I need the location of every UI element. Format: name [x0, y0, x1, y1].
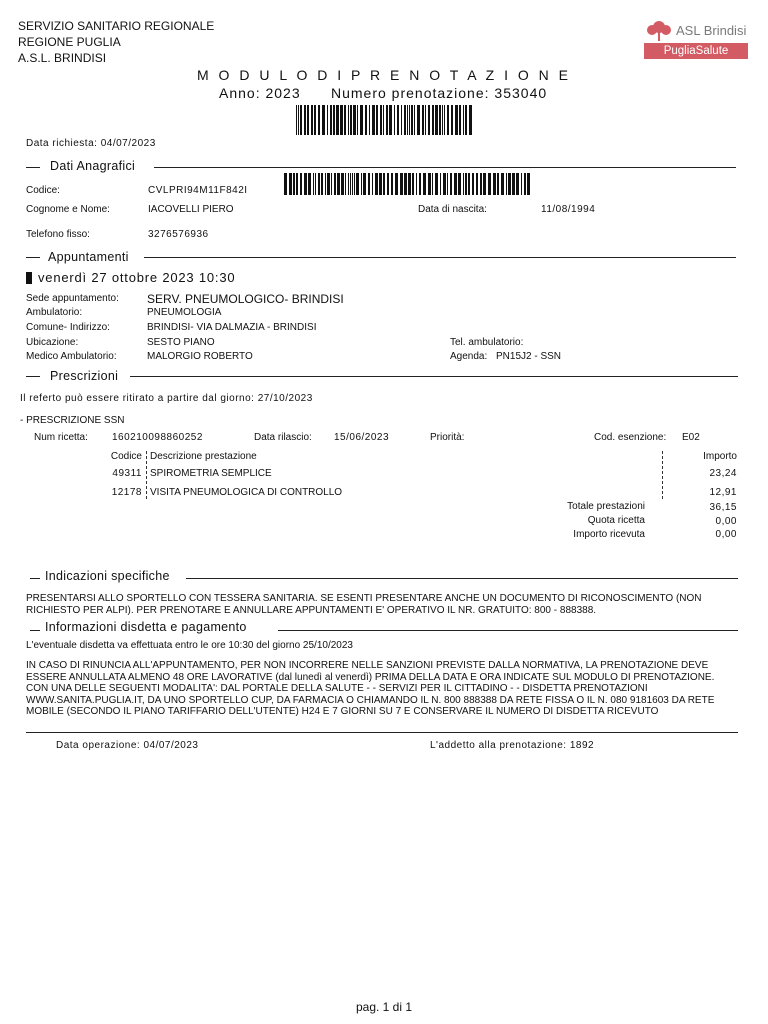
barcode-bar	[428, 173, 431, 195]
section-rule-right	[186, 578, 738, 579]
barcode-bar	[360, 105, 363, 135]
barcode-bar	[350, 105, 352, 135]
codice-value: CVLPRI94M11F842I	[148, 185, 248, 196]
barcode-bar	[296, 173, 298, 195]
barcode-bar	[321, 173, 323, 195]
data-rilascio-value: 15/06/2023	[334, 432, 390, 443]
barcode-bar	[361, 173, 362, 195]
barcode-bar	[458, 173, 461, 195]
barcode-bar	[459, 105, 461, 135]
barcode-bar	[298, 105, 299, 135]
codice-label: Codice:	[26, 185, 60, 196]
barcode-bar	[363, 173, 366, 195]
table-row-codice: 49311	[112, 468, 142, 479]
barcode-bar	[488, 173, 491, 195]
barcode-bar	[352, 173, 353, 195]
section-title-prescrizioni: Prescrizioni	[50, 369, 119, 383]
table-header-descrizione: Descrizione prestazione	[150, 451, 257, 462]
data-richiesta	[26, 138, 156, 149]
anno-value: 2023	[265, 85, 301, 101]
org-line-1: SERVIZIO SANITARIO REGIONALE	[18, 19, 215, 33]
barcode-bar	[365, 105, 367, 135]
barcode-bar	[401, 105, 402, 135]
page-number: pag. 1 di 1	[355, 1000, 413, 1014]
barcode-bar	[463, 173, 464, 195]
barcode-bar	[354, 173, 355, 195]
logo-puglia-salute: PugliaSalute	[644, 43, 748, 59]
barcode-bar	[356, 173, 359, 195]
barcode-bar	[327, 173, 330, 195]
barcode-bar	[350, 173, 351, 195]
esenzione-value: E02	[682, 432, 700, 443]
numero-value: 353040	[494, 85, 548, 101]
tree-icon	[644, 20, 674, 42]
barcode-bar	[435, 173, 438, 195]
bullet-marker	[26, 272, 32, 284]
prenotazione-barcode	[296, 105, 474, 135]
indicazioni-text: PRESENTARSI ALLO SPORTELLO CON TESSERA SANITARIA. SE ESENTI PRESENTARE ANCHE UN DOCUMENTO DI RICONOSCIMENTO (NON RICHIESTO PER ALPI). PER PRENOTARE E ANNULLARE APPUNTAMENTI E' OPERATIVO IL NR. GRATUITO: 800 - 888388.	[26, 593, 702, 616]
disdetta-entro-text: L'eventuale disdetta va effettuata entro le ore 10:30 del giorno 25/10/2023	[26, 640, 353, 651]
barcode-bar	[376, 105, 378, 135]
barcode-bar	[386, 105, 388, 135]
barcode-bar	[284, 173, 287, 195]
barcode-bar	[508, 173, 511, 195]
barcode-bar	[304, 173, 307, 195]
barcode-bar	[501, 173, 504, 195]
anno-line	[219, 85, 301, 101]
barcode-bar	[331, 173, 332, 195]
barcode-bar	[318, 173, 320, 195]
barcode-bar	[293, 173, 295, 195]
table-row-codice: 12178	[111, 487, 142, 498]
section-title-anagrafica: Dati Anagrafici	[50, 159, 136, 173]
barcode-bar	[414, 105, 415, 135]
barcode-bar	[289, 173, 292, 195]
table-row-importo: 23,24	[709, 468, 737, 479]
table-divider	[662, 451, 663, 499]
barcode-bar	[380, 105, 382, 135]
barcode-bar	[506, 173, 507, 195]
section-rule-left	[26, 167, 40, 168]
telefono-value: 3276576936	[148, 229, 209, 240]
section-rule-left	[30, 578, 40, 579]
num-ricetta-label: Num ricetta:	[34, 432, 88, 443]
comune-label: Comune- Indirizzo:	[26, 322, 110, 333]
ambulatorio-value: PNEUMOLOGIA	[147, 307, 222, 318]
barcode-bar	[400, 173, 403, 195]
priorita-label: Priorità:	[430, 432, 465, 443]
barcode-bar	[387, 173, 389, 195]
barcode-bar	[327, 105, 328, 135]
barcode-bar	[348, 105, 349, 135]
table-divider	[146, 451, 147, 499]
barcode-bar	[372, 105, 375, 135]
numero-line	[331, 85, 547, 101]
barcode-bar	[432, 173, 433, 195]
logo-asl-text: ASL Brindisi	[676, 23, 747, 38]
barcode-bar	[322, 105, 325, 135]
ambulatorio-label: Ambulatorio:	[26, 307, 83, 318]
barcode-bar	[463, 105, 464, 135]
barcode-bar	[330, 105, 332, 135]
table-header-codice: Codice	[110, 451, 142, 462]
barcode-bar	[407, 105, 408, 135]
anno-label: Anno:	[219, 85, 261, 101]
tel-ambulatorio-label: Tel. ambulatorio:	[450, 337, 524, 348]
barcode-bar	[307, 105, 309, 135]
org-line-2: REGIONE PUGLIA	[18, 35, 121, 49]
barcode-bar	[476, 173, 478, 195]
barcode-bar	[527, 173, 530, 195]
section-rule-left	[30, 630, 40, 631]
barcode-bar	[469, 105, 472, 135]
barcode-bar	[465, 105, 467, 135]
barcode-bar	[395, 173, 398, 195]
footer-rule	[26, 732, 738, 733]
document-title: M O D U L O D I P R E N O T A Z I O N E	[197, 67, 571, 83]
barcode-bar	[524, 173, 526, 195]
barcode-bar	[497, 173, 499, 195]
medico-value: MALORGIO ROBERTO	[147, 351, 253, 362]
totale-value: 36,15	[709, 502, 737, 513]
section-rule-right	[278, 630, 738, 631]
barcode-bar	[397, 105, 399, 135]
barcode-bar	[408, 173, 411, 195]
barcode-bar	[314, 105, 316, 135]
barcode-bar	[483, 173, 486, 195]
barcode-bar	[468, 173, 470, 195]
nascita-label: Data di nascita:	[418, 204, 487, 215]
barcode-bar	[404, 105, 406, 135]
barcode-bar	[521, 173, 522, 195]
barcode-bar	[439, 105, 441, 135]
section-title-appuntamenti: Appuntamenti	[48, 250, 129, 264]
barcode-bar	[389, 105, 392, 135]
barcode-bar	[341, 173, 344, 195]
ricevuta-label: Importo ricevuta	[573, 529, 645, 540]
barcode-bar	[357, 105, 358, 135]
barcode-bar	[325, 173, 326, 195]
numero-label: Numero prenotazione:	[331, 85, 490, 101]
barcode-bar	[465, 173, 467, 195]
agenda-label: Agenda:	[450, 351, 488, 362]
barcode-bar	[444, 105, 445, 135]
barcode-bar	[419, 173, 421, 195]
barcode-bar	[416, 173, 417, 195]
ubicazione-value: SESTO PIANO	[147, 337, 215, 348]
asl-brindisi-logo	[644, 20, 748, 60]
quota-value: 0,00	[715, 516, 737, 527]
barcode-bar	[411, 105, 413, 135]
referto-text: Il referto può essere ritirato a partire dal giorno: 27/10/2023	[20, 393, 313, 404]
table-row-descrizione: SPIROMETRIA SEMPLICE	[150, 468, 272, 479]
barcode-bar	[493, 173, 496, 195]
barcode-bar	[435, 105, 438, 135]
barcode-bar	[337, 173, 340, 195]
appointment-datetime: venerdì 27 ottobre 2023 10:30	[38, 270, 236, 285]
barcode-bar	[300, 105, 302, 135]
barcode-bar	[442, 105, 443, 135]
barcode-bar	[425, 105, 426, 135]
ricevuta-value: 0,00	[715, 529, 737, 540]
barcode-bar	[432, 105, 434, 135]
table-header-importo: Importo	[703, 451, 737, 462]
barcode-bar	[480, 173, 482, 195]
barcode-bar	[409, 105, 410, 135]
barcode-bar	[348, 173, 349, 195]
barcode-bar	[417, 105, 420, 135]
barcode-bar	[383, 105, 384, 135]
section-rule-left	[26, 257, 40, 258]
prescrizione-tipo: - PRESCRIZIONE SSN	[20, 415, 125, 426]
comune-value: BRINDISI- VIA DALMAZIA - BRINDISI	[147, 322, 317, 333]
nome-label: Cognome e Nome:	[26, 204, 110, 215]
barcode-bar	[443, 173, 446, 195]
ubicazione-label: Ubicazione:	[26, 337, 79, 348]
barcode-bar	[353, 105, 356, 135]
barcode-bar	[315, 173, 316, 195]
barcode-bar	[394, 105, 395, 135]
disdetta-text: IN CASO DI RINUNCIA ALL'APPUNTAMENTO, PER NON INCORRERE NELLE SANZIONI PREVISTE DALLA NORMATIVA, LA PRENOTAZIONE DEVE ESSERE ANNULLATA ALMENO 48 ORE LAVORATIVE (dal lunedì al venerdì) PRIMA DELLA DATA E ORA INDICATE SUL MODULO DI PRENOTAZIONE. CON UNA DELLE SEGUENTI MODALITA': DAL PORTALE DELLA SALUTE - - SERVIZI PER IL CITTADINO - - DISDETTA PRENOTAZIONI WWW.SANITA.PUGLIA.IT, DA UNO SPORTELLO CUP, DA FARMACIA O CHIAMANDO IL N. 800 888388 DA RETE FISSA O IL N. 080 9181603 DA RETE MOBILE (SECONDO IL PIANO TARIFFARIO DELL'UTENTE) H24 E 7 GIORNI SU 7 E CONSERVARE IL NUMERO DI DISDETTA RICEVUTO	[26, 660, 715, 717]
barcode-bar	[340, 105, 343, 135]
quota-label: Quota ricetta	[587, 515, 645, 526]
section-rule-right	[154, 167, 736, 168]
table-row-importo: 12,91	[709, 487, 737, 498]
barcode-bar	[311, 105, 313, 135]
barcode-bar	[516, 173, 519, 195]
barcode-bar	[345, 173, 346, 195]
section-rule-left	[26, 376, 40, 377]
barcode-bar	[422, 105, 424, 135]
barcode-bar	[372, 173, 373, 195]
nascita-value: 11/08/1994	[541, 204, 596, 215]
barcode-bar	[450, 173, 452, 195]
barcode-bar	[412, 173, 414, 195]
barcode-bar	[344, 105, 346, 135]
barcode-bar	[300, 173, 302, 195]
barcode-bar	[423, 173, 426, 195]
barcode-bar	[379, 173, 382, 195]
barcode-bar	[368, 173, 370, 195]
data-rilascio-label: Data rilascio:	[254, 432, 312, 443]
nome-value: IACOVELLI PIERO	[148, 204, 234, 215]
sede-value: SERV. PNEUMOLOGICO- BRINDISI	[147, 292, 344, 306]
section-title-disdetta: Informazioni disdetta e pagamento	[45, 620, 247, 634]
barcode-bar	[447, 173, 448, 195]
barcode-bar	[512, 173, 515, 195]
barcode-bar	[304, 105, 306, 135]
codice-fiscale-barcode	[284, 173, 532, 195]
sede-label: Sede appuntamento:	[26, 293, 119, 304]
barcode-bar	[404, 173, 407, 195]
data-operazione: Data operazione: 04/07/2023	[56, 740, 199, 751]
barcode-bar	[447, 105, 449, 135]
barcode-bar	[440, 173, 441, 195]
barcode-bar	[383, 173, 385, 195]
barcode-bar	[472, 173, 474, 195]
addetto-prenotazione: L'addetto alla prenotazione: 1892	[430, 740, 595, 751]
barcode-bar	[296, 105, 297, 135]
barcode-bar	[313, 173, 314, 195]
barcode-bar	[333, 105, 335, 135]
organization-block	[18, 18, 214, 66]
barcode-bar	[455, 105, 458, 135]
barcode-bar	[428, 105, 430, 135]
org-line-3: A.S.L. BRINDISI	[18, 51, 107, 65]
table-row-descrizione: VISITA PNEUMOLOGICA DI CONTROLLO	[150, 487, 343, 498]
num-ricetta-value: 160210098860252	[112, 432, 203, 443]
barcode-bar	[454, 173, 457, 195]
section-rule-right	[144, 257, 736, 258]
section-title-indicazioni: Indicazioni specifiche	[45, 569, 170, 583]
agenda-value: PN15J2 - SSN	[496, 351, 562, 362]
data-richiesta-label: Data richiesta:	[26, 138, 98, 149]
barcode-bar	[391, 173, 393, 195]
medico-label: Medico Ambulatorio:	[26, 351, 117, 362]
barcode-bar	[308, 173, 311, 195]
barcode-bar	[334, 173, 336, 195]
barcode-bar	[451, 105, 453, 135]
barcode-bar	[318, 105, 320, 135]
telefono-label: Telefono fisso:	[26, 229, 90, 240]
data-richiesta-value: 04/07/2023	[100, 138, 156, 149]
barcode-bar	[369, 105, 370, 135]
section-rule-right	[130, 376, 738, 377]
barcode-bar	[375, 173, 378, 195]
barcode-bar	[336, 105, 339, 135]
esenzione-label: Cod. esenzione:	[594, 432, 667, 443]
totale-label: Totale prestazioni	[567, 501, 645, 512]
